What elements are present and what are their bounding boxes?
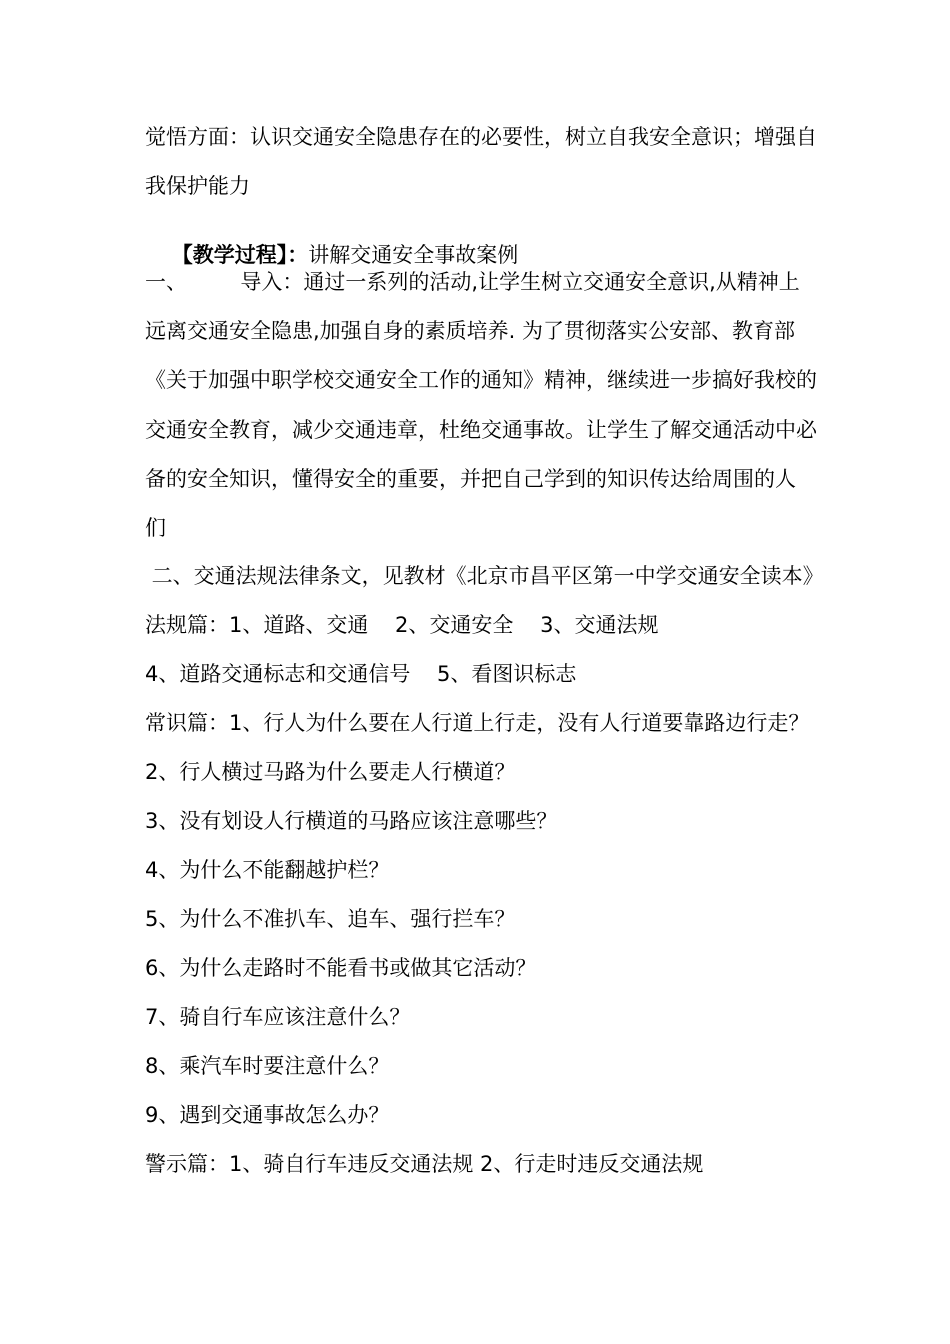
common-sense-item-7: 7、骑自行车应该注意什么？ <box>145 1005 411 1029</box>
awareness-line-1: 觉悟方面：认识交通安全隐患存在的必要性，树立自我安全意识；增强自 <box>145 125 817 149</box>
intro-line-6: 们 <box>145 516 166 540</box>
common-sense-item-5: 5、为什么不准扒车、追车、强行拦车？ <box>145 907 516 931</box>
section-two-line: 二、交通法规法律条文，见教材《北京市昌平区第一中学交通安全读本》 <box>145 564 824 588</box>
regulations-line-2: 4、道路交通标志和交通信号 5、看图识标志 <box>145 662 577 686</box>
awareness-line-2: 我保护能力 <box>145 174 250 198</box>
common-sense-line-1: 常识篇：1、行人为什么要在人行道上行走，没有人行道要靠路边行走？ <box>145 711 810 735</box>
common-sense-item-2: 2、行人横过马路为什么要走人行横道？ <box>145 760 516 784</box>
intro-line-2: 远离交通安全隐患,加强自身的素质培养. 为了贯彻落实公安部、教育部 <box>145 319 796 343</box>
regulations-line-1: 法规篇：1、道路、交通 2、交通安全 3、交通法规 <box>145 613 659 637</box>
common-sense-item-6: 6、为什么走路时不能看书或做其它活动？ <box>145 956 537 980</box>
intro-line-1: 一、 导入：通过一系列的活动,让学生树立交通安全意识,从精神上 <box>145 270 800 294</box>
teaching-process-text: 讲解交通安全事故案例 <box>308 243 519 267</box>
intro-line-5: 备的安全知识，懂得安全的重要，并把自己学到的知识传达给周围的人 <box>145 467 796 491</box>
common-sense-item-8: 8、乘汽车时要注意什么？ <box>145 1054 390 1078</box>
common-sense-item-4: 4、为什么不能翻越护栏？ <box>145 858 390 882</box>
common-sense-item-9: 9、遇到交通事故怎么办？ <box>145 1103 390 1127</box>
common-sense-item-3: 3、没有划设人行横道的马路应该注意哪些？ <box>145 809 558 833</box>
warning-line: 警示篇：1、骑自行车违反交通法规 2、行走时违反交通法规 <box>145 1152 704 1176</box>
intro-line-3: 《关于加强中职学校交通安全工作的通知》精神，继续进一步搞好我校的 <box>145 368 817 392</box>
teaching-process-label: 【教学过程】： <box>171 243 309 267</box>
intro-line-4: 交通安全教育，减少交通违章，杜绝交通事故。让学生了解交通活动中必 <box>145 418 817 442</box>
